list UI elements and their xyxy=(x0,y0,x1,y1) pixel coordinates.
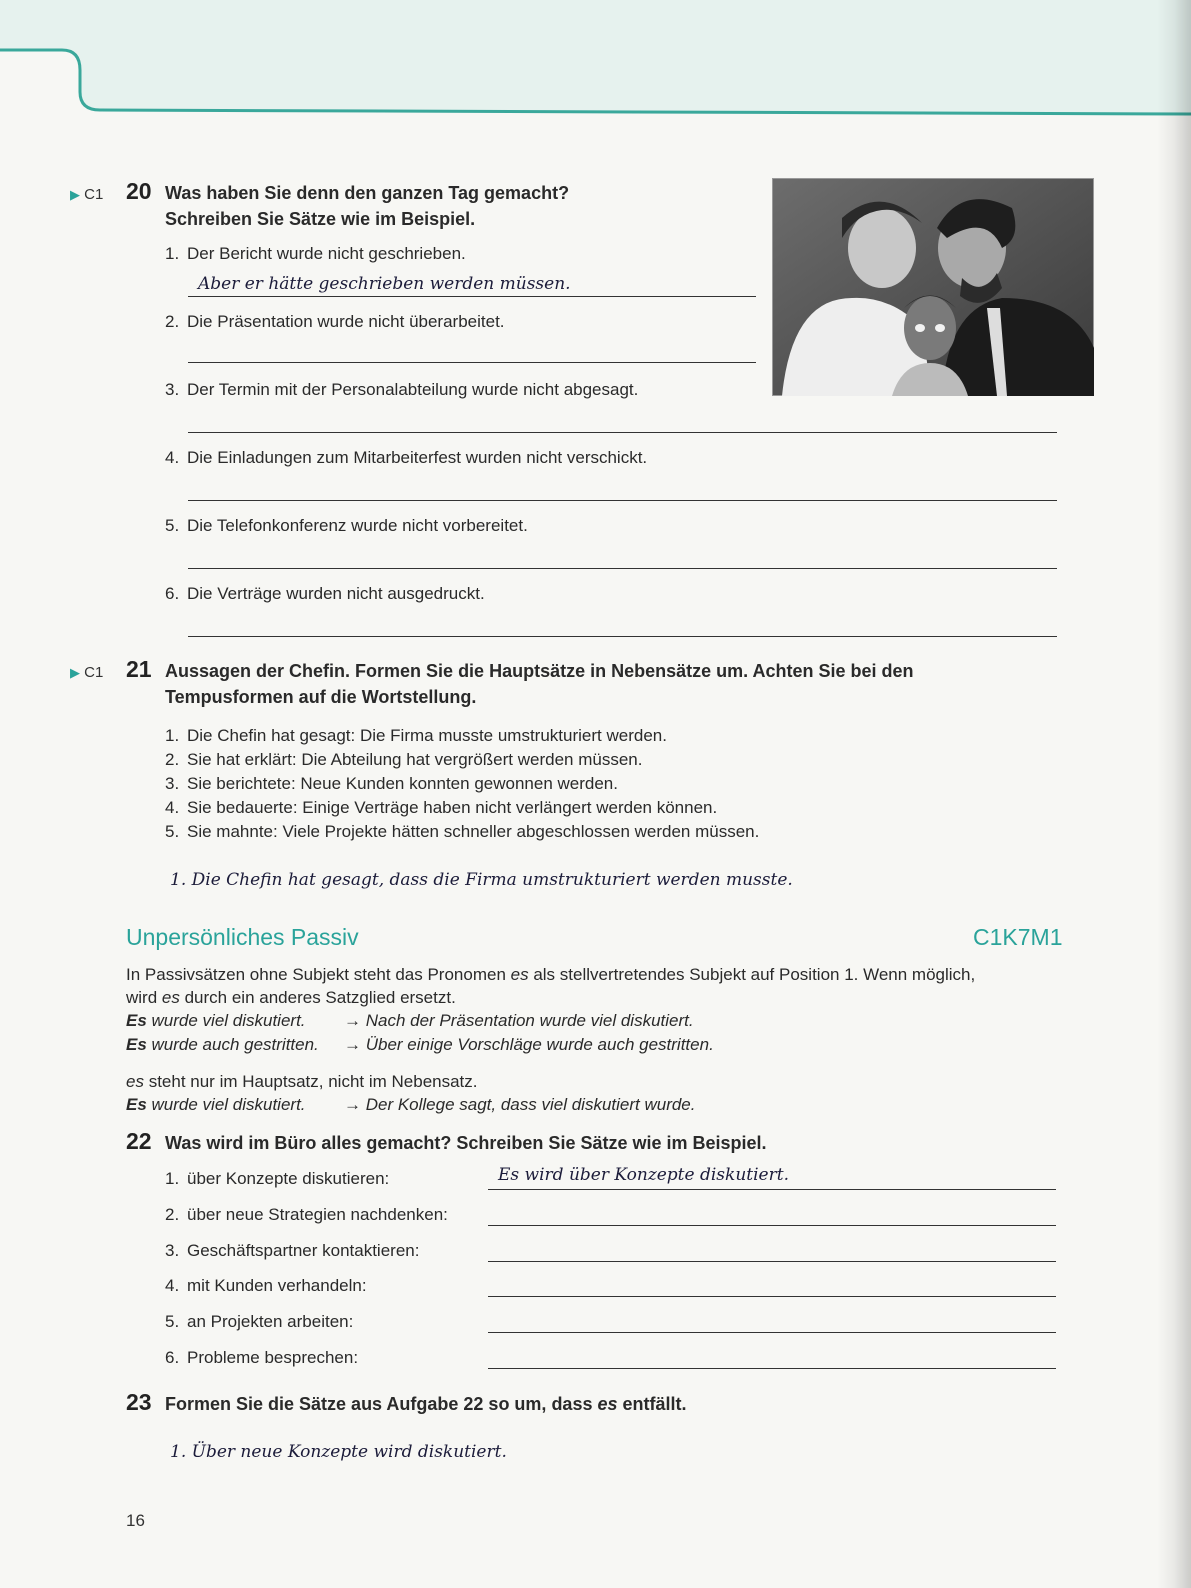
list-item: 6. Probleme besprechen: xyxy=(165,1348,359,1367)
statement-list xyxy=(165,724,759,844)
answer-line[interactable] xyxy=(188,500,1057,501)
list-item: 5. Sie mahnte: Viele Projekte hätten schneller abgeschlossen werden müssen. xyxy=(165,822,760,841)
list-item: 3. Sie berichtete: Neue Kunden konnten gewonnen werden. xyxy=(165,774,618,793)
answer-line[interactable] xyxy=(188,636,1057,637)
handwritten-answer: Aber er hätte geschrieben werden müssen. xyxy=(198,274,571,294)
handwritten-answer: 1. Die Chefin hat gesagt, dass die Firma umstrukturiert werden musste. xyxy=(170,870,793,890)
exercise-number: 21 xyxy=(126,656,152,682)
header-band xyxy=(0,0,1191,118)
list-item: 2. über neue Strategien nachdenken: xyxy=(165,1205,448,1224)
list-item: 5. an Projekten arbeiten: xyxy=(165,1312,354,1331)
answer-line[interactable] xyxy=(188,568,1057,569)
list-item: 3. Der Termin mit der Personalabteilung wurde nicht abgesagt. xyxy=(165,380,639,399)
page-number: 16 xyxy=(126,1511,145,1530)
answer-line[interactable] xyxy=(188,296,756,297)
list-item: 5. Die Telefonkonferenz wurde nicht vorbereitet. xyxy=(165,516,528,535)
list-item: 6. Die Verträge wurden nicht ausgedruckt. xyxy=(165,584,485,603)
handwritten-answer: 1. Über neue Konzepte wird diskutiert. xyxy=(170,1442,507,1462)
exercise-number: 20 xyxy=(126,178,152,204)
exercise-title: Was haben Sie denn den ganzen Tag gemacht? Schreiben Sie Sätze wie im Beispiel. xyxy=(165,183,570,229)
grammar-example-arrow: → Der Kollege sagt, dass viel diskutiert wurde. xyxy=(344,1095,696,1114)
triangle-icon: ▶ xyxy=(70,187,80,202)
page-binding-shadow xyxy=(1157,0,1191,1588)
list-item: 3. Geschäftspartner kontaktieren: xyxy=(165,1241,420,1260)
list-item: 4. Sie bedauerte: Einige Verträge haben nicht verlängert werden können. xyxy=(165,798,718,817)
list-item: 2. Sie hat erklärt: Die Abteilung hat vergrößert werden müssen. xyxy=(165,750,643,769)
section-title: Unpersönliches Passiv xyxy=(126,924,359,950)
exercise-title: Formen Sie die Sätze aus Aufgabe 22 so um, dass es entfällt. xyxy=(165,1394,687,1414)
section-code: C1K7M1 xyxy=(973,924,1063,950)
answer-line[interactable] xyxy=(488,1189,1056,1190)
answer-line[interactable] xyxy=(488,1332,1056,1333)
list-item: 1. Der Bericht wurde nicht geschrieben. xyxy=(165,244,466,263)
answer-line[interactable] xyxy=(488,1296,1056,1297)
grammar-example-arrow: → Über einige Vorschläge wurde auch gestritten. xyxy=(344,1035,714,1054)
grammar-example: Es wurde viel diskutiert. xyxy=(126,1095,306,1114)
grammar-example: Es wurde viel diskutiert. xyxy=(126,1011,306,1030)
grammar-example-arrow: → Nach der Präsentation wurde viel diskutiert. xyxy=(344,1011,694,1030)
level-marker: ▶ C1 xyxy=(70,664,104,681)
list-item: 1. über Konzepte diskutieren: xyxy=(165,1169,390,1188)
list-item: 2. Die Präsentation wurde nicht überarbeitet. xyxy=(165,312,505,331)
exercise-title: Was wird im Büro alles gemacht? Schreiben Sie Sätze wie im Beispiel. xyxy=(165,1133,767,1153)
exercise-number: 23 xyxy=(126,1389,152,1415)
list-item: 4. Die Einladungen zum Mitarbeiterfest wurden nicht verschickt. xyxy=(165,448,648,467)
list-item: 1. Die Chefin hat gesagt: Die Firma musste umstrukturiert werden. xyxy=(165,726,667,745)
grammar-note: es steht nur im Hauptsatz, nicht im Nebensatz. xyxy=(126,1072,478,1091)
handwritten-answer: Es wird über Konzepte diskutiert. xyxy=(498,1165,789,1185)
answer-line[interactable] xyxy=(188,362,756,363)
answer-line[interactable] xyxy=(488,1261,1056,1262)
exercise-title: Aussagen der Chefin. Formen Sie die Hauptsätze in Nebensätze um. Achten Sie bei den Tempusformen auf die Wortstellung. xyxy=(165,661,914,707)
grammar-paragraph: In Passivsätzen ohne Subjekt steht das Pronomen es als stellvertretendes Subjekt auf Position 1. Wenn möglich, wird es durch ein anderes Satzglied ersetzt. xyxy=(126,965,976,1007)
answer-line[interactable] xyxy=(488,1225,1056,1226)
photo-quarrel xyxy=(772,178,1094,396)
exercise-number: 22 xyxy=(126,1128,152,1154)
level-marker: ▶ C1 xyxy=(70,186,104,203)
answer-line[interactable] xyxy=(188,432,1057,433)
triangle-icon: ▶ xyxy=(70,665,80,680)
answer-line[interactable] xyxy=(488,1368,1056,1369)
grammar-example: Es wurde auch gestritten. xyxy=(126,1035,319,1054)
list-item: 4. mit Kunden verhandeln: xyxy=(165,1276,367,1295)
